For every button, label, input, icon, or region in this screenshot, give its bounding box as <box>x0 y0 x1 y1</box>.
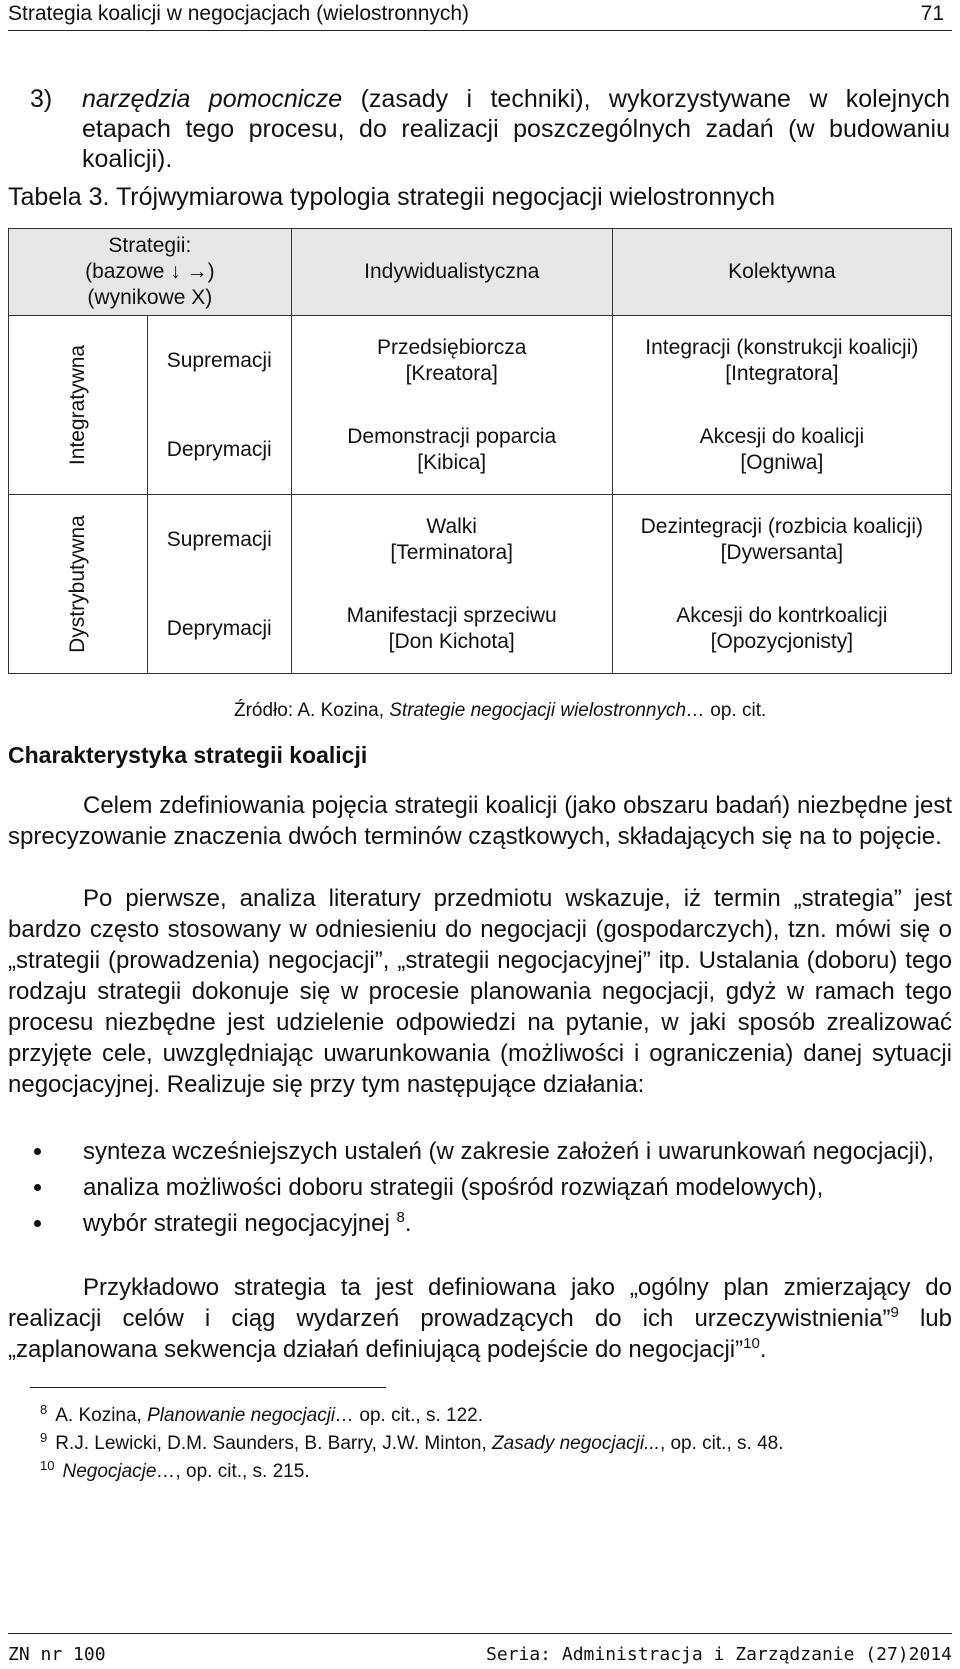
running-header <box>8 0 952 31</box>
paragraph-2: Po pierwsze, analiza literatury przedmiotu wskazuje, iż termin „strategia” jest bardzo często stosowany w odniesieniu do negocjacji (gospodarczych), tzn. mówi się o „strategii (prowadzenia) negocjacji”, „strategii negocjacyjnej” itp. Ustalania (doboru) tego rodzaju strategii dokonuje się w procesie planowania negocjacji, gdyż w ramach tego procesu niezbędne jest udzielenie odpowiedzi na pytanie, w jaki sposób zrealizować przyjęte cele, uwzględniając uwarunkowania (możliwości i ograniczenia) danej sytuacji negocjacyjnej. Realizuje się przy tym następujące działania: <box>8 885 952 1098</box>
corner-line-1: Strategii: <box>108 234 192 257</box>
collective-cell: Akcesji do kontrkoalicji [Opozycjonisty] <box>612 584 951 674</box>
page-number: 71 <box>920 2 944 25</box>
list-item-rest: (zasady i techniki), wykorzystywane w kolejnych etapach tego procesu, do realizacji poszczególnych zadań (w budowaniu koalicji). <box>82 85 950 173</box>
strategy-type-cell: Deprymacji <box>147 584 291 674</box>
bullet-list <box>8 1136 952 1244</box>
bullet-icon <box>34 1220 41 1227</box>
individualistic-cell: Demonstracji poparcia [Kibica] <box>291 405 612 495</box>
row-group-label: Integratywna <box>9 316 148 495</box>
list-item: analiza możliwości doboru strategii (spośród rozwiązań modelowych), <box>8 1172 952 1203</box>
individualistic-cell: Manifestacji sprzeciwu [Don Kichota] <box>291 584 612 674</box>
table-header-row <box>9 229 952 316</box>
collective-cell: Dezintegracji (rozbicia koalicji) [Dywersanta] <box>612 495 951 585</box>
paragraph-3: Przykładowo strategia ta jest definiowana jako „ogólny plan zmierzający do realizacji celów i ciąg wydarzeń prowadzących do ich urzeczywistnienia”$^9$ lub „zaplanowana sekwencja działań definiującą podejście do negocjacji”$^{10}$. <box>8 1274 952 1363</box>
table-row <box>9 495 952 585</box>
table-row <box>9 405 952 495</box>
list-item-3 <box>30 84 950 174</box>
corner-line-3: (wynikowe X) <box>87 286 213 309</box>
table-row <box>9 316 952 406</box>
footnote-ref[interactable]: 10 <box>743 1335 760 1352</box>
footnote: $^8$ A. Kozina, Planowanie negocjacji… op. cit., s. 122. <box>40 1401 483 1426</box>
list-item-text <box>82 84 950 174</box>
row-group-label: Dystrybutywna <box>9 495 148 674</box>
typology-table <box>8 228 952 674</box>
collective-cell: Integracji (konstrukcji koalicji) [Integratora] <box>612 316 951 406</box>
bullet-icon <box>34 1148 41 1155</box>
list-item: wybór strategii negocjacyjnej $^8$. <box>8 1208 952 1239</box>
strategy-type-cell: Deprymacji <box>147 405 291 495</box>
strategy-type-cell: Supremacji <box>147 495 291 585</box>
list-item-number: 3) <box>30 85 53 113</box>
paragraph-1: Celem zdefiniowania pojęcia strategii koalicji (jako obszaru badań) niezbędne jest sprecyzowanie znaczenia dwóch terminów cząstkowych, składających się na to pojęcie. <box>8 792 952 850</box>
journal-issue: ZN nr 100 <box>8 1644 106 1665</box>
table-caption: Tabela 3. Trójwymiarowa typologia strategii negocjacji wielostronnych <box>8 183 776 211</box>
column-header-collective: Kolektywna <box>612 229 951 316</box>
table-source: Źródło: A. Kozina, Strategie negocjacji wielostronnych… op. cit. <box>234 700 767 721</box>
individualistic-cell: Walki [Terminatora] <box>291 495 612 585</box>
footnote: $^9$ R.J. Lewicki, D.M. Saunders, B. Barry, J.W. Minton, Zasady negocjacji..., op. cit., s. 48. <box>40 1429 784 1454</box>
bullet-icon <box>34 1184 41 1191</box>
list-item: synteza wcześniejszych ustaleń (w zakresie założeń i uwarunkowań negocjacji), <box>8 1136 952 1167</box>
individualistic-cell: Przedsiębiorcza [Kreatora] <box>291 316 612 406</box>
table-row <box>9 584 952 674</box>
footnote-ref[interactable]: 9 <box>890 1304 899 1321</box>
footnote-ref[interactable]: 8 <box>396 1209 405 1226</box>
table-corner-cell <box>9 229 292 316</box>
corner-line-2: (bazowe ↓ →) <box>85 260 215 283</box>
running-title: Strategia koalicji w negocjacjach (wielostronnych) <box>8 2 470 25</box>
column-header-individualistic: Indywidualistyczna <box>291 229 612 316</box>
running-footer <box>8 1633 952 1665</box>
journal-series: Seria: Administracja i Zarządzanie (27)2014 <box>486 1644 952 1665</box>
footnote-divider <box>30 1387 386 1388</box>
list-item-term: narzędzia pomocnicze <box>82 85 343 113</box>
footnote: $^{10}$ Negocjacje…, op. cit., s. 215. <box>40 1457 310 1482</box>
section-heading: Charakterystyka strategii koalicji <box>8 742 368 768</box>
strategy-type-cell: Supremacji <box>147 316 291 406</box>
collective-cell: Akcesji do koalicji [Ogniwa] <box>612 405 951 495</box>
